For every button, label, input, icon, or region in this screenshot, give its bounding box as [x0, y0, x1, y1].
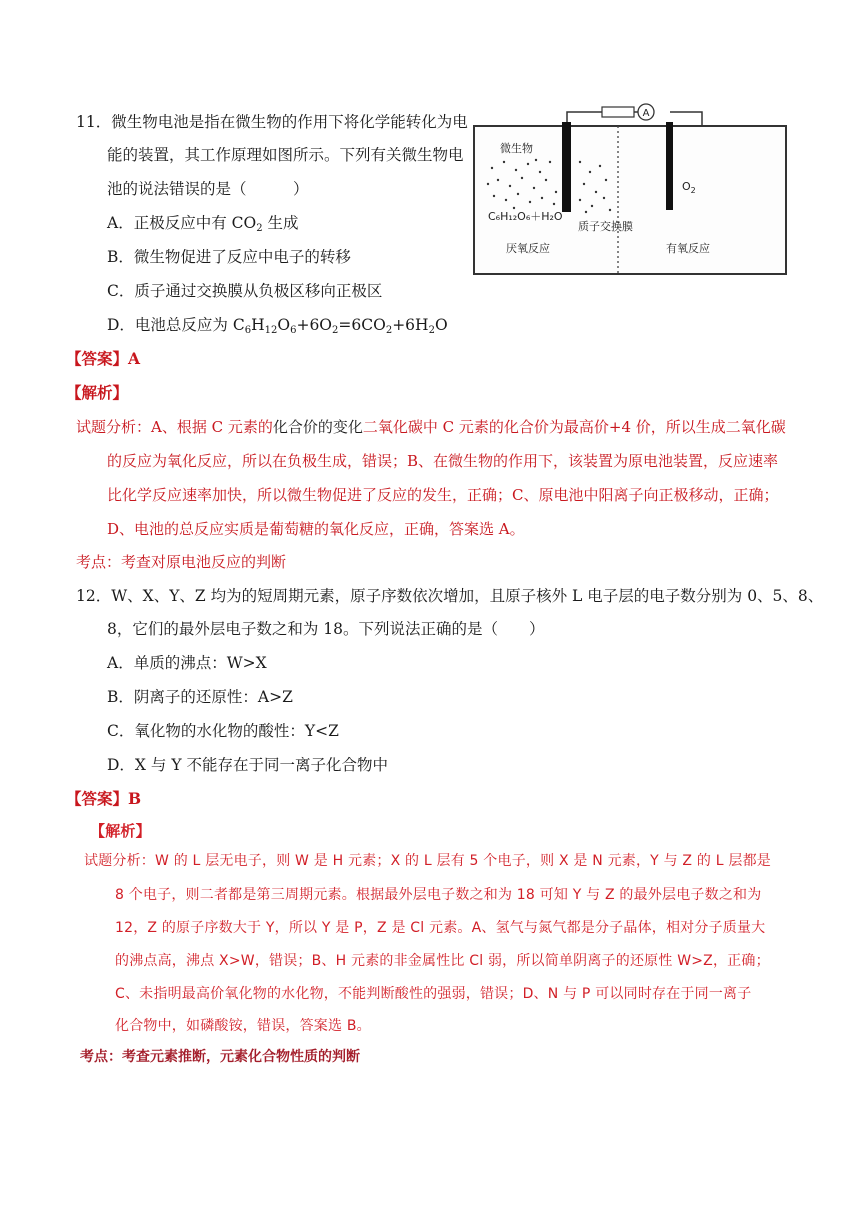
membrane-label: 质子交换膜 — [578, 220, 633, 233]
q11-option-a-sub: 2 — [256, 223, 263, 234]
fuel-cell-diagram — [470, 100, 790, 280]
microbe-label: 微生物 — [500, 142, 533, 155]
q12-kaodian: 考点：考查元素推断，元素化合物性质的判断 — [80, 1049, 360, 1065]
q11-option-b: B．微生物促进了反应中电子的转移 — [107, 248, 351, 266]
q12-analysis-line2: 8 个电子，则二者都是第三周期元素。根据最外层电子数之和为 18 可知 Y 与 Z 的最外层电子数之和为 — [115, 887, 762, 903]
q11-option-a-text: A．正极反应中有 CO — [107, 214, 257, 232]
formula-sub: 2 — [332, 325, 339, 336]
q12-answer: 【答案】B — [66, 789, 142, 808]
q11-analysis-line4: D、电池的总反应实质是葡萄糖的氧化反应，正确，答案选 A。 — [107, 520, 525, 538]
formula-sub: 2 — [428, 325, 435, 336]
q11-option-d-text: D．电池总反应为 C — [107, 316, 245, 334]
q11-option-a-tail: 生成 — [262, 214, 299, 232]
q12-option-a: A．单质的沸点：W>X — [107, 654, 267, 672]
q11-analysis-line1 — [76, 416, 786, 437]
q11-option-a — [107, 211, 299, 233]
q11-analysis-1a: 试题分析：A、根据 C 元素的 — [76, 418, 273, 436]
wire-right — [682, 112, 702, 126]
q12-analysis-line4: 的沸点高，沸点 X>W，错误；B、H 元素的非金属性比 Cl 弱，所以简单阴离子的还原性 W>Z，正确； — [115, 953, 770, 969]
q11-stem-line3: 池的说法错误的是（ ） — [107, 180, 309, 198]
anaerobic-label: 厌氧反应 — [506, 242, 550, 255]
q12-stem-line2: 8，它们的最外层电子数之和为 18。下列说法正确的是（ ） — [107, 620, 545, 638]
q11-stem-line2: 能的装置，其工作原理如图所示。下列有关微生物电 — [107, 146, 464, 164]
formula-part: =6CO — [338, 316, 386, 334]
q12-analysis-line1: 试题分析：W 的 L 层无电子，则 W 是 H 元素；X 的 L 层有 5 个电子，则 X 是 N 元素，Y 与 Z 的 L 层都是 — [84, 853, 771, 869]
o2-label-sub: 2 — [690, 186, 696, 195]
q11-kaodian: 考点：考查对原电池反应的判断 — [76, 553, 287, 571]
q11-analysis-line2: 的反应为氧化反应，所以在负极生成，错误；B、在微生物的作用下，该装置为原电池装置，反应速率 — [107, 452, 779, 470]
q11-option-c: C．质子通过交换膜从负极区移向正极区 — [107, 282, 383, 300]
q11-analysis-title: 【解析】 — [66, 383, 129, 402]
q12-analysis-title: 【解析】 — [90, 822, 151, 840]
formula-sub: 6 — [290, 325, 297, 336]
formula-part: H — [251, 316, 265, 334]
formula-part: O — [434, 316, 448, 334]
ammeter-label: A — [642, 108, 650, 119]
formula-sub: 2 — [385, 325, 393, 336]
q11-analysis-1c: 二氧化碳中 C 元素的化合价为最高价+4 价，所以生成二氧化碳 — [362, 418, 786, 436]
resistor-icon — [602, 107, 634, 117]
formula-sub: 12 — [264, 325, 278, 336]
formula-part: +6O — [296, 316, 333, 334]
q12-option-d: D．X 与 Y 不能存在于同一离子化合物中 — [107, 756, 388, 774]
q11-stem-line1: 11．微生物电池是指在微生物的作用下将化学能转化为电 — [76, 113, 468, 131]
q11-analysis-line3: 比化学反应速率加快，所以微生物促进了反应的发生，正确；C、原电池中阳离子向正极移动，正确； — [107, 486, 779, 504]
cathode-electrode — [666, 122, 673, 210]
formula-part: O — [277, 316, 291, 334]
q12-stem-line1: 12．W、X、Y、Z 均为的短周期元素，原子序数依次增加，且原子核外 L 电子层的电子数分别为 0、5、8、 — [76, 587, 824, 605]
aerobic-label: 有氧反应 — [666, 242, 710, 255]
anode-electrode — [562, 122, 571, 212]
q12-analysis-line3: 12，Z 的原子序数大于 Y，所以 Y 是 P，Z 是 Cl 元素。A、氢气与氮气都是分子晶体，相对分子质量大 — [115, 920, 766, 936]
formula-sub: 6 — [244, 325, 252, 336]
q12-analysis-line5: C、未指明最高价氧化物的水化物，不能判断酸性的强弱，错误；D、N 与 P 可以同时存在于同一离子 — [115, 986, 752, 1002]
q12-option-c: C．氧化物的水化物的酸性：Y<Z — [107, 722, 339, 740]
q12-analysis-line6: 化合物中，如磷酸铵，错误，答案选 B。 — [115, 1018, 371, 1034]
reactant-label: C₆H₁₂O₆＋H₂O — [488, 210, 563, 223]
o2-label-text: O — [682, 180, 691, 193]
q11-answer: 【答案】A — [66, 349, 141, 368]
formula-part: +6H — [392, 316, 429, 334]
q11-option-d — [107, 313, 448, 335]
q12-option-b: B．阴离子的还原性：A>Z — [107, 688, 293, 706]
q11-analysis-1b: 化合价的变化 — [272, 418, 363, 436]
